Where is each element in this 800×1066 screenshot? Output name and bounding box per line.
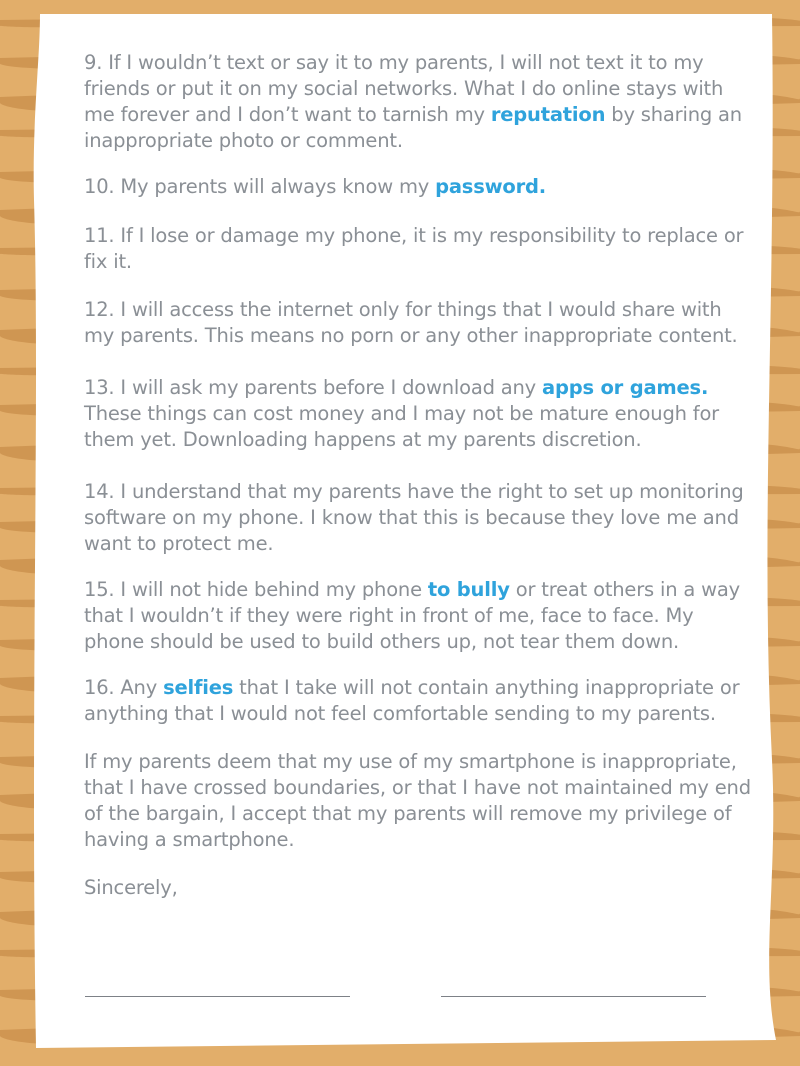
text-segment: If my parents deem that my use of my smartphone is inappropriate, that I have crossed boundaries, or that I have not maintained my end of the bargain, I accept that my parents will remove my privilege of having a smartphone. bbox=[84, 750, 751, 851]
paragraph bbox=[84, 875, 754, 901]
paragraph bbox=[84, 50, 754, 154]
paragraph bbox=[84, 675, 754, 727]
paragraph bbox=[84, 375, 754, 453]
highlight-term: selfies bbox=[163, 676, 234, 699]
highlight-term: apps or games. bbox=[542, 376, 709, 399]
paragraph bbox=[84, 297, 754, 349]
text-segment: or treat others in a way that I wouldn’t if they were right in front of me, face to face. My phone should be used to build others up, not tear them down. bbox=[84, 578, 740, 653]
paragraph bbox=[84, 223, 754, 275]
text-segment: Sincerely, bbox=[84, 876, 178, 899]
text-segment: 12. I will access the internet only for things that I would share with my parents. This means no porn or any other inappropriate content. bbox=[84, 298, 738, 347]
text-segment: by sharing an inappropriate photo or comment. bbox=[84, 103, 742, 152]
text-segment: These things can cost money and I may not be mature enough for them yet. Downloading happens at my parents discretion. bbox=[84, 402, 719, 451]
paragraph bbox=[84, 174, 754, 200]
signature-line-right[interactable] bbox=[441, 996, 706, 997]
text-segment: 14. I understand that my parents have the right to set up monitoring software on my phone. I know that this is because they love me and want to protect me. bbox=[84, 480, 744, 555]
text-segment: 15. I will not hide behind my phone bbox=[84, 578, 428, 601]
text-segment: 11. If I lose or damage my phone, it is my responsibility to replace or fix it. bbox=[84, 224, 744, 273]
paragraph bbox=[84, 479, 754, 557]
text-segment: that I take will not contain anything inappropriate or anything that I would not feel comfortable sending to my parents. bbox=[84, 676, 740, 725]
letter-body bbox=[84, 50, 754, 901]
text-segment: 10. My parents will always know my bbox=[84, 175, 436, 198]
text-segment: 13. I will ask my parents before I download any bbox=[84, 376, 543, 399]
highlight-term: reputation bbox=[490, 103, 606, 126]
highlight-term: password. bbox=[435, 175, 547, 198]
paragraph bbox=[84, 577, 754, 655]
signature-line-left[interactable] bbox=[85, 996, 350, 997]
text-segment: 9. If I wouldn’t text or say it to my parents, I will not text it to my friends or put it on my social networks. What I do online stays with me forever and I don’t want to tarnish my bbox=[84, 51, 724, 126]
highlight-term: to bully bbox=[427, 578, 510, 601]
text-segment: 16. Any bbox=[84, 676, 164, 699]
paragraph bbox=[84, 749, 754, 853]
